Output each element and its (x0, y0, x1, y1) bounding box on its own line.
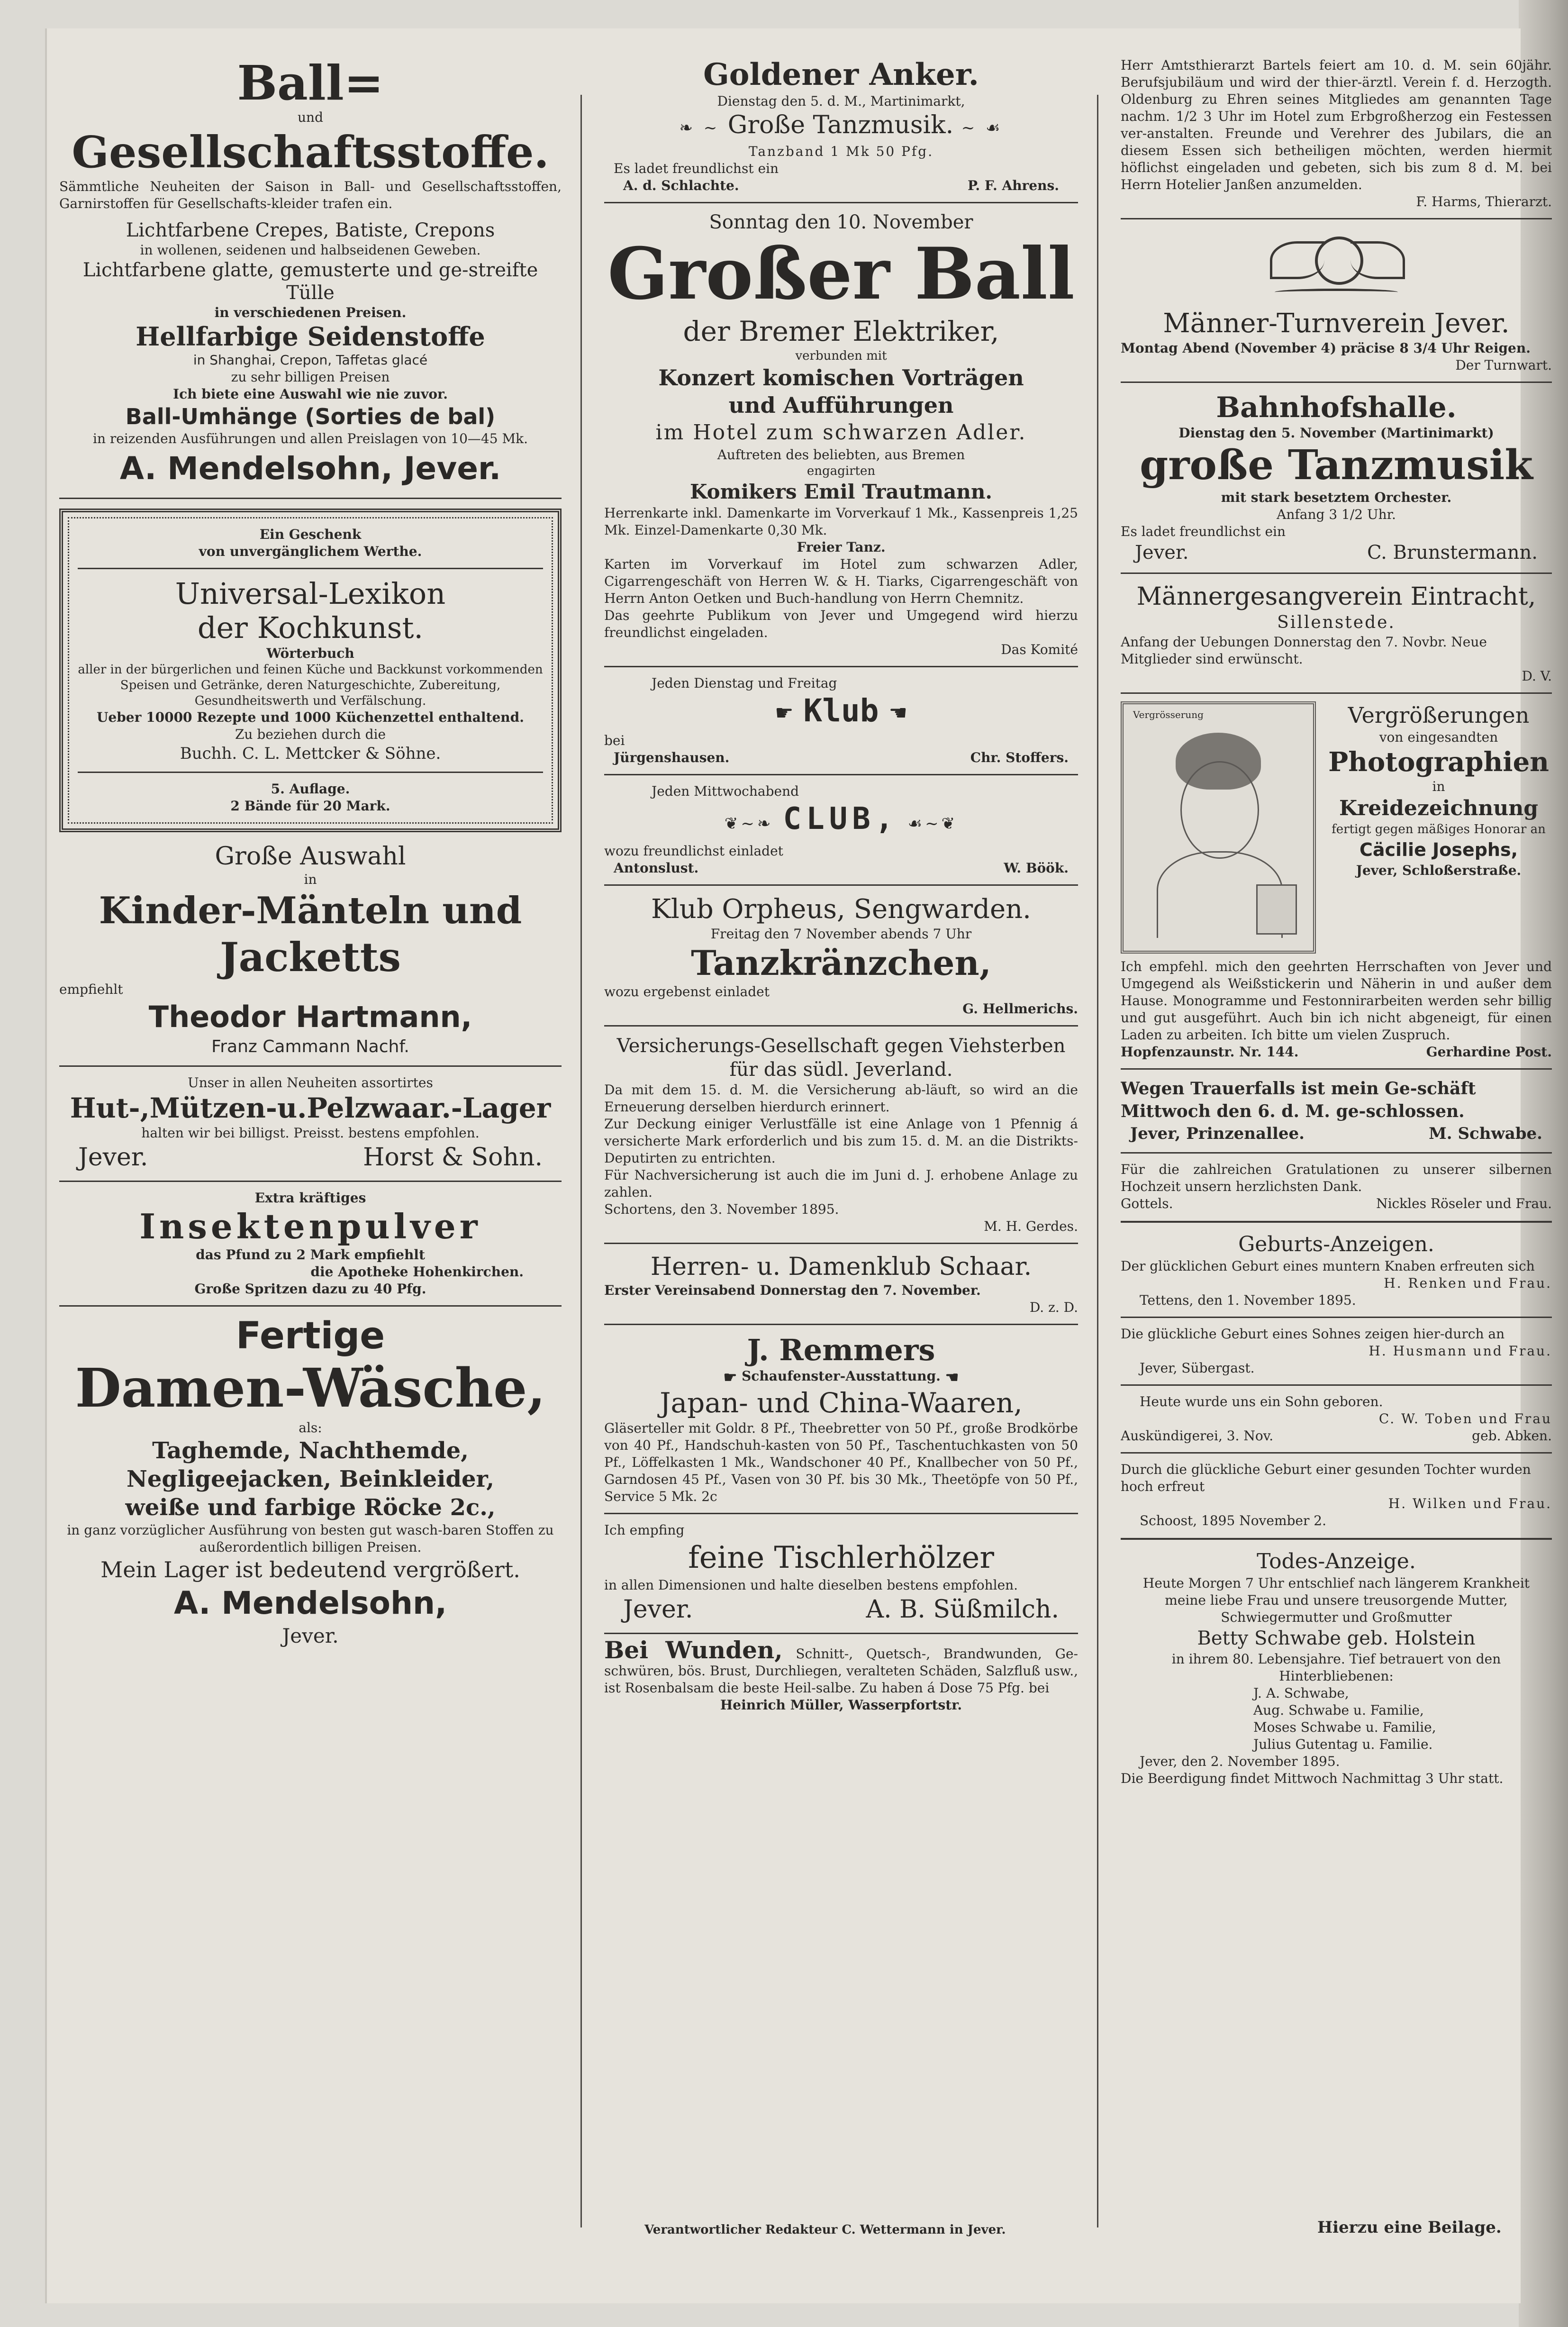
divider (1121, 692, 1552, 694)
ad-text: Schoost, 1895 November 2. (1140, 1513, 1326, 1528)
ad-text: Dienstag den 5. November (Martinimarkt) (1178, 425, 1494, 441)
ad-text: Ein Geschenk (259, 527, 362, 542)
ad-firm: W. Böök. (1004, 860, 1069, 876)
ad-text: Montag Abend (November 4) präcise 8 3/4 Uhr Reigen. (1121, 340, 1531, 356)
ad-text: Es ladet freundlichst ein (1121, 524, 1286, 539)
ad-firm: Chr. Stoffers. (970, 750, 1069, 765)
ad-place: A. d. Schlachte. (623, 178, 739, 193)
ad-heading: der Bremer Elektriker, (683, 315, 999, 347)
pointing-hand-right-icon: ☛ (723, 1368, 737, 1386)
ornament-icon: ❦~❧ (724, 814, 774, 833)
ad-text: wozu ergebenst einladet (604, 984, 770, 1000)
ad-text: Heute Morgen 7 Uhr entschlief nach längerem Krankheit meine liebe Frau und unsere treusorgende Mutter, Schwiegermutter und Großmutter (1142, 1575, 1530, 1625)
ad-signature-row (604, 1594, 1078, 1625)
ad-text: Freitag den 7 November abends 7 Uhr (710, 926, 972, 942)
ad-text: Jeden Dienstag und Freitag (652, 675, 837, 691)
ad-hutlager (59, 1074, 562, 1173)
ad-versicherung (604, 1034, 1078, 1235)
ad-text: empfiehlt (59, 982, 123, 997)
ad-insektenpulver (59, 1190, 562, 1298)
ad-gesangverein (1121, 582, 1552, 685)
ad-text: Anfang der Uebungen Donnerstag den 7. Novbr. Neue Mitglieder sind erwünscht. (1121, 634, 1487, 667)
ad-heading: Große Auswahl (215, 842, 406, 871)
ad-text: Wörterbuch (266, 645, 354, 661)
ad-text: Karten im Vorverkauf im Hotel zum schwarzen Adler, Cigarrengeschäft von Herren W. & H. Tiarks, Cigarrengeschäft von Herrn Anton Oetken und Buch-handlung von Herrn Chemnitz. (604, 556, 1078, 606)
ad-text (604, 1368, 1078, 1386)
ad-heading: Männergesangverein Eintracht, (1136, 582, 1536, 611)
divider (604, 1633, 1078, 1634)
ad-firm: Buchh. C. L. Mettcker & Söhne. (180, 744, 441, 763)
ad-text: Durch die glückliche Geburt einer gesunden Tochter wurden hoch erfreut (1121, 1462, 1531, 1494)
divider (1121, 382, 1552, 383)
frame-label: Vergrösserung (1133, 709, 1204, 720)
section-heading: Todes-Anzeige. (1257, 1549, 1416, 1573)
divider (1121, 1317, 1552, 1318)
ad-signature: Das Komité (1001, 642, 1078, 657)
divider (604, 1243, 1078, 1244)
ad-title: Damen-Wäsche, (75, 1357, 546, 1419)
divider (1121, 1221, 1552, 1223)
ad-text: Gläserteller mit Goldr. 8 Pf., Theebretter von 50 Pf., große Brodkörbe von 40 Pf., Handschuh-kasten von 50 Pf., Taschentuchkasten von 50 Pf., Löffelkasten 1 Mk., Wandschoner 40 Pf., Knallbecher von 50 Pf., Garndosen 45 Pf., Vasen von 30 Pf. bis 30 Mk., Theetöpfe von 50 Pf., Service 5 Mk. 2c (604, 1420, 1078, 1504)
ad-firm: Nickles Röseler und Frau. (1376, 1196, 1552, 1211)
ad-text: Sämmtliche Neuheiten der Saison in Ball- und Gesellschaftsstoffen, Garnirstoffen für Gesellschafts-kleider trafen ein. (59, 179, 562, 211)
ad-text: in (1432, 779, 1445, 794)
ad-heading-text: Große Tanzmusik. (727, 111, 954, 139)
ad-title: feine Tischlerhölzer (688, 1540, 994, 1575)
ad-signature: D. V. (1522, 668, 1552, 684)
ad-heading: Bei Wunden, (604, 1636, 783, 1664)
ad-heading: Photographien (1328, 746, 1549, 778)
ad-text: Jever, Schloßerstraße. (1356, 863, 1522, 878)
ad-heading: Hellfarbige Seidenstoffe (136, 321, 485, 352)
pointing-hand-left-icon: ☚ (945, 1368, 959, 1386)
ad-signature-row (604, 749, 1078, 766)
ad-text: aller in der bürgerlichen und feinen Küche und Backkunst vorkommenden Speisen und Getränke, deren Naturgeschichte, Zubereitung, Gesundheitswerth und Verfälschung. (78, 663, 543, 708)
ad-heading (604, 110, 1078, 143)
ad-signature-row (1121, 1427, 1552, 1445)
ad-damenklub-schaar (604, 1252, 1078, 1316)
ad-text: Tanzband 1 Mk 50 Pfg. (748, 144, 934, 159)
ad-signature-row (1121, 1044, 1552, 1061)
ad-firm: Theodor Hartmann, (148, 1000, 472, 1034)
ad-text: Die glückliche Geburt eines Sohnes zeigen hier-durch an (1121, 1326, 1505, 1342)
divider (59, 1181, 562, 1182)
ad-turnverein (1121, 227, 1552, 374)
divider (1121, 1452, 1552, 1454)
ad-firm: C. Brunstermann. (1367, 542, 1538, 564)
ad-heading: Komikers Emil Trautmann. (689, 480, 993, 503)
ad-heading: Lichtfarbene Crepes, Batiste, Crepons (126, 219, 495, 241)
ad-grosser-ball (604, 211, 1078, 658)
ad-photographien (1121, 701, 1552, 958)
ad-signature: geb. Abken. (1472, 1428, 1552, 1444)
ad-text-inner: Schnitt-, Quetsch-, Brandwunden, Ge-schwüren, bös. Brust, Durchliegen, veralteten Schäden, Salzfluß usw., ist Rosenbalsam die beste Heil-salbe. Zu haben á Dose 75 Pfg. bei (604, 1645, 1078, 1696)
ad-klub-orpheus (604, 893, 1078, 1018)
column-1 (59, 57, 562, 1649)
ad-text: Unser in allen Neuheiten assortirtes (188, 1075, 433, 1091)
ad-heading-text: CLUB, (783, 801, 898, 836)
ad-kindermaentel (59, 842, 562, 1058)
ad-title: Tanzkränzchen, (691, 943, 991, 983)
ad-heading: im Hotel zum schwarzen Adler. (655, 420, 1027, 445)
ad-text: Zur Deckung einiger Verlustfälle ist eine Anlage von 1 Pfennig á versicherte Mark erforderlich und bis zum 15. d. M. an die Distrikts-Deputirten zu entrichten. (604, 1116, 1078, 1166)
ad-text: Ich empfing (604, 1522, 685, 1538)
ad-heading (604, 800, 1078, 843)
turner-emblem-icon (1265, 227, 1407, 303)
ad-text: zu sehr billigen Preisen (231, 369, 390, 385)
ad-text: Ich empfehl. mich den geehrten Herrschaften von Jever und Umgegend als Weißstickerin und Näherin in und außer dem Hause. Monogramme und Festonnirarbeiten werden sehr billig und gut ausgeführt. Auch bin ich nicht abgeneigt, für einen Laden zu arbeiten. Ich bitte um vielen Zuspruch. (1121, 959, 1552, 1043)
section-geburts-anzeigen (1121, 1231, 1552, 1529)
divider (1121, 1068, 1552, 1070)
ad-text: das Pfund zu 2 Mark empfiehlt (196, 1247, 425, 1263)
ad-title: Fertige (236, 1315, 385, 1357)
ad-signature: H. Wilken und Frau. (1388, 1496, 1552, 1511)
ad-text: Freier Tanz. (797, 539, 886, 555)
ad-place: Hopfenzaunstr. Nr. 144. (1121, 1044, 1299, 1060)
ad-weissstickerin (1121, 958, 1552, 1061)
ad-heading: Männer-Turnverein Jever. (1163, 308, 1510, 339)
ad-text: in wollenen, seidenen und halbseidenen Geweben. (140, 242, 481, 258)
ad-signature: C. W. Toben und Frau (1378, 1411, 1552, 1427)
ad-text: Das geehrte Publikum von Jever und Umgegend wird hierzu freundlichst eingeladen. (604, 608, 1078, 640)
supplement-note: Hierzu eine Beilage. (1317, 2218, 1502, 2237)
pointing-hand-left-icon: ☚ (888, 701, 907, 725)
section-heading: Geburts-Anzeigen. (1238, 1232, 1434, 1256)
ad-place: Jürgenshausen. (614, 750, 730, 765)
ad-text: in ganz vorzüglicher Ausführung von besten gut wasch-baren Stoffen zu außerordentlich billigen Preisen. (67, 1522, 554, 1555)
ad-text: Auftreten des beliebten, aus Bremen (717, 447, 965, 463)
ad-title: große Tanzmusik (1140, 441, 1533, 489)
ad-text: wozu freundlichst einladet (604, 843, 783, 859)
ad-lexikon-inner (68, 517, 553, 824)
ad-text: Anfang 3 1/2 Uhr. (1277, 507, 1396, 522)
ad-heading: Negligeejacken, Beinkleider, (126, 1466, 494, 1492)
ad-heading: Insektenpulver (139, 1206, 481, 1246)
ad-firm: A. B. Süßmilch. (866, 1595, 1059, 1624)
ad-text: Wegen Trauerfalls ist mein Ge-schäft Mittwoch den 6. d. M. ge-schlossen. (1121, 1079, 1476, 1121)
ad-text: Tettens, den 1. November 1895. (1140, 1292, 1356, 1308)
ad-text: halten wir bei billigst. Preisst. bestens empfohlen. (141, 1125, 480, 1141)
divider (59, 1065, 562, 1067)
column-2 (604, 57, 1078, 1714)
ad-text: 2 Bände für 20 Mark. (230, 798, 390, 814)
ad-lexikon (59, 509, 562, 832)
ad-text: engagirten (807, 464, 876, 478)
ad-text: fertigt gegen mäßiges Honorar an (1332, 822, 1546, 836)
ad-heading-text: Klub (803, 692, 879, 729)
divider (1121, 218, 1552, 219)
ad-place: Jever. (282, 1624, 339, 1647)
ad-text: Jeden Mittwochabend (652, 783, 799, 799)
ad-text: die Apotheke Hohenkirchen. (310, 1264, 524, 1280)
divider (604, 1324, 1078, 1325)
ad-title: Gesellschaftsstoffe. (72, 127, 549, 178)
ad-heading: Herren- u. Damenklub Schaar. (650, 1253, 1032, 1281)
pointing-hand-right-icon: ☛ (775, 701, 794, 725)
mourner: J. A. Schwabe, (1253, 1685, 1349, 1701)
ad-wunden (604, 1636, 1078, 1714)
column-rule (1097, 95, 1098, 2227)
ad-heading: Mein Lager ist bedeutend vergrößert. (100, 1557, 520, 1582)
ad-title: J. Remmers (747, 1333, 935, 1367)
ad-text: Sillenstede. (1277, 613, 1396, 632)
ad-place: Jever, Prinzenallee. (1130, 1124, 1305, 1143)
ad-heading: und Aufführungen (728, 392, 954, 418)
divider (604, 774, 1078, 775)
ad-firm: P. F. Ahrens. (968, 178, 1059, 193)
ad-text: Zu beziehen durch die (235, 727, 386, 742)
mourner: Moses Schwabe u. Familie, (1253, 1719, 1436, 1735)
divider (604, 1513, 1078, 1514)
ad-heading: Bahnhofshalle. (1216, 391, 1457, 424)
ad-signature: D. z. D. (1029, 1300, 1078, 1315)
ad-heading: Kreidezeichnung (1339, 796, 1539, 820)
ad-text-inner: Schaufenster-Ausstattung. (742, 1368, 941, 1384)
divider (1121, 573, 1552, 574)
ad-text: Heute wurde uns ein Sohn geboren. (1140, 1394, 1383, 1409)
ad-text: Dienstag den 5. d. M., Martinimarkt, (717, 93, 965, 109)
ad-text: Herr Amtsthierarzt Bartels feiert am 10. d. M. sein 60jähr. Berufsjubiläum und wird der thier-ärztl. Verein f. d. Herzogth. Oldenburg zu Ehren seines Mitgliedes am genannten Tage nachm. 1/2 3 Uhr im Hotel zum Erbgroßherzog ein Festessen ver-anstalten. Freunde und Verehrer des Jubilars, die an diesem Essen sich betheiligen möchten, werden hiermit höflichst eingeladen und gebeten, sich bis zum 8 d. M. bei Herrn Hotelier Janßen anzumelden. (1121, 57, 1552, 192)
ad-text: Große Spritzen dazu zu 40 Pfg. (194, 1281, 426, 1297)
ad-text: Jever, Sübergast. (1140, 1360, 1255, 1376)
divider (1121, 1384, 1552, 1386)
divider (604, 666, 1078, 667)
divider (78, 568, 543, 569)
ad-firm: M. Schwabe. (1429, 1124, 1542, 1143)
ad-heading: Vergrößerungen (1348, 702, 1530, 728)
ad-text: und (298, 109, 323, 125)
ad-signature: Der Turnwart. (1455, 357, 1552, 373)
mourner: Julius Gutentag u. Familie. (1253, 1736, 1433, 1752)
ad-text: bei (604, 733, 625, 748)
ad-place: Gottels. (1121, 1196, 1173, 1211)
portrait-illustration (1121, 701, 1316, 954)
ad-text: 5. Auflage. (271, 781, 350, 797)
ad-text: Erster Vereinsabend Donnerstag den 7. November. (604, 1282, 981, 1298)
ad-text: Ueber 10000 Rezepte und 1000 Küchenzettel enthaltend. (97, 709, 524, 725)
ad-text: Herrenkarte inkl. Damenkarte im Vorverkauf 1 Mk., Kassenpreis 1,25 Mk. Einzel-Damenkarte 0,30 Mk. (604, 505, 1078, 538)
ad-signature: G. Hellmerichs. (962, 1001, 1078, 1017)
ad-heading: Universal-Lexikon (175, 576, 446, 611)
ad-heading: Lichtfarbene glatte, gemusterte und ge-streifte Tülle (82, 259, 538, 304)
ad-remmers (604, 1333, 1078, 1505)
ad-signature-row (1121, 1123, 1552, 1145)
ad-damenwaesche (59, 1314, 562, 1649)
ad-heading: Klub Orpheus, Sengwarden. (651, 894, 1031, 925)
ad-text: mit stark besetztem Orchester. (1221, 490, 1452, 505)
ad-heading: weiße und farbige Röcke 2c., (125, 1494, 496, 1521)
ad-firm: Cäcilie Josephs, (1359, 839, 1518, 860)
ad-heading: der Kochkunst. (197, 610, 424, 645)
ad-signature-row (1121, 1195, 1552, 1212)
ad-signature-row (604, 860, 1078, 877)
ad-text: Sonntag den 10. November (709, 211, 973, 233)
ad-thierarzt (1121, 57, 1552, 210)
ad-title: Großer Ball (607, 232, 1075, 316)
ad-heading: Hut-,Mützen-u.Pelzwaar.-Lager (70, 1092, 551, 1124)
divider (604, 202, 1078, 203)
column-3 (1121, 57, 1552, 1787)
ad-tischlerhoelzer (604, 1522, 1078, 1625)
divider (78, 772, 543, 773)
ad-signature-row (604, 177, 1078, 194)
ad-text: Die Beerdigung findet Mittwoch Nachmittag 3 Uhr statt. (1121, 1771, 1504, 1786)
editor-line: Verantwortlicher Redakteur C. Wettermann in Jever. (644, 2223, 1006, 2237)
ad-goldener-anker (604, 57, 1078, 194)
ad-heading: Taghemde, Nachthemde, (152, 1437, 469, 1464)
ornament-icon: ❧ ~ (679, 118, 720, 137)
ad-title: Kinder-Mänteln und (99, 889, 522, 932)
section-todes-anzeige (1121, 1548, 1552, 1787)
ad-place: Antonslust. (614, 860, 699, 876)
ad-title: Goldener Anker. (703, 57, 979, 92)
ad-trauerfall (1121, 1077, 1552, 1145)
deceased-name: Betty Schwabe geb. Holstein (1197, 1627, 1476, 1649)
ad-heading (604, 692, 1078, 732)
ad-signature-row (59, 1142, 562, 1173)
ad-text: Der glücklichen Geburt eines muntern Knaben erfreuten sich (1121, 1258, 1535, 1274)
ad-heading: Ball-Umhänge (Sorties de bal) (125, 404, 496, 429)
ad-text: Extra kräftiges (254, 1190, 366, 1206)
ad-text: Da mit dem 15. d. M. die Versicherung ab-läuft, so wird an die Erneuerung derselben hierdurch erinnert. (604, 1082, 1078, 1115)
ad-signature: F. Harms, Thierarzt. (1416, 194, 1552, 209)
mourner: Aug. Schwabe u. Familie, (1253, 1702, 1424, 1718)
ad-text: verbunden mit (795, 349, 887, 363)
column-rule (580, 95, 582, 2227)
ad-text: in reizenden Ausführungen und allen Preislagen von 10—45 Mk. (92, 431, 528, 446)
ad-place: Jever. (623, 1595, 693, 1624)
ad-place: Auskündigerei, 3. Nov. (1121, 1428, 1274, 1444)
ad-signature-row (1121, 540, 1552, 565)
ad-text (604, 1636, 1078, 1697)
ad-place: Jever. (78, 1143, 148, 1172)
ad-text: in verschiedenen Preisen. (214, 305, 407, 320)
ad-signature: H. Husmann und Frau. (1369, 1343, 1552, 1359)
ad-heading: Konzert komischen Vorträgen (658, 365, 1024, 391)
ad-heading: Japan- und China-Waaren, (660, 1386, 1023, 1419)
ad-text: Für die zahlreichen Gratulationen zu unserer silbernen Hochzeit unsern herzlichsten Dank. (1121, 1162, 1552, 1194)
ad-text: von eingesandten (1379, 729, 1498, 745)
ad-signature: Heinrich Müller, Wasserpfortstr. (720, 1697, 962, 1713)
ad-danksagung (1121, 1161, 1552, 1212)
ad-text: Jever, den 2. November 1895. (1140, 1754, 1340, 1769)
ad-text: in (304, 872, 317, 887)
ad-text: als: (299, 1420, 322, 1436)
ad-klub (604, 675, 1078, 766)
ad-firm: A. Mendelsohn, Jever. (119, 450, 501, 487)
ad-text: von unvergänglichem Werthe. (199, 544, 422, 559)
ad-text: in allen Dimensionen und halte dieselben bestens empfohlen. (604, 1577, 1018, 1593)
ad-text: in Shanghai, Crepon, Taffetas glacé (193, 352, 428, 368)
ad-ballstoffe (59, 57, 562, 490)
ad-text: Für Nachversicherung ist auch die im Juni d. J. erhobene Anlage zu zahlen. (604, 1167, 1078, 1200)
ad-text: Ich biete eine Auswahl wie nie zuvor. (173, 386, 448, 402)
ad-signature: M. H. Gerdes. (984, 1218, 1078, 1234)
ad-firm: Gerhardine Post. (1426, 1044, 1552, 1060)
ad-title: Ball= (237, 57, 384, 111)
divider (59, 1305, 562, 1307)
ornament-icon: ~ ☙ (961, 118, 1003, 137)
ad-firm: Horst & Sohn. (363, 1143, 543, 1172)
divider (604, 884, 1078, 886)
ad-heading: Versicherungs-Gesellschaft gegen Viehsterben für das südl. Jeverland. (616, 1035, 1066, 1081)
ad-text: Schortens, den 3. November 1895. (604, 1201, 839, 1217)
ad-place: Jever. (1135, 542, 1189, 564)
divider (1121, 1538, 1552, 1540)
ad-title: Jacketts (220, 934, 401, 981)
ad-firm: A. Mendelsohn, (173, 1585, 447, 1621)
ad-text: in ihrem 80. Lebensjahre. Tief betrauert von den Hinterbliebenen: (1171, 1651, 1501, 1684)
ad-bahnhofshalle (1121, 391, 1552, 565)
ad-text: Es ladet freundlichst ein (614, 161, 779, 176)
divider (604, 1025, 1078, 1027)
divider (1121, 1152, 1552, 1154)
divider (59, 498, 562, 499)
ad-firm: Franz Cammann Nachf. (211, 1037, 409, 1056)
ad-club (604, 783, 1078, 877)
ad-signature: H. Renken und Frau. (1384, 1275, 1552, 1291)
ornament-icon: ☙~❦ (907, 814, 958, 833)
